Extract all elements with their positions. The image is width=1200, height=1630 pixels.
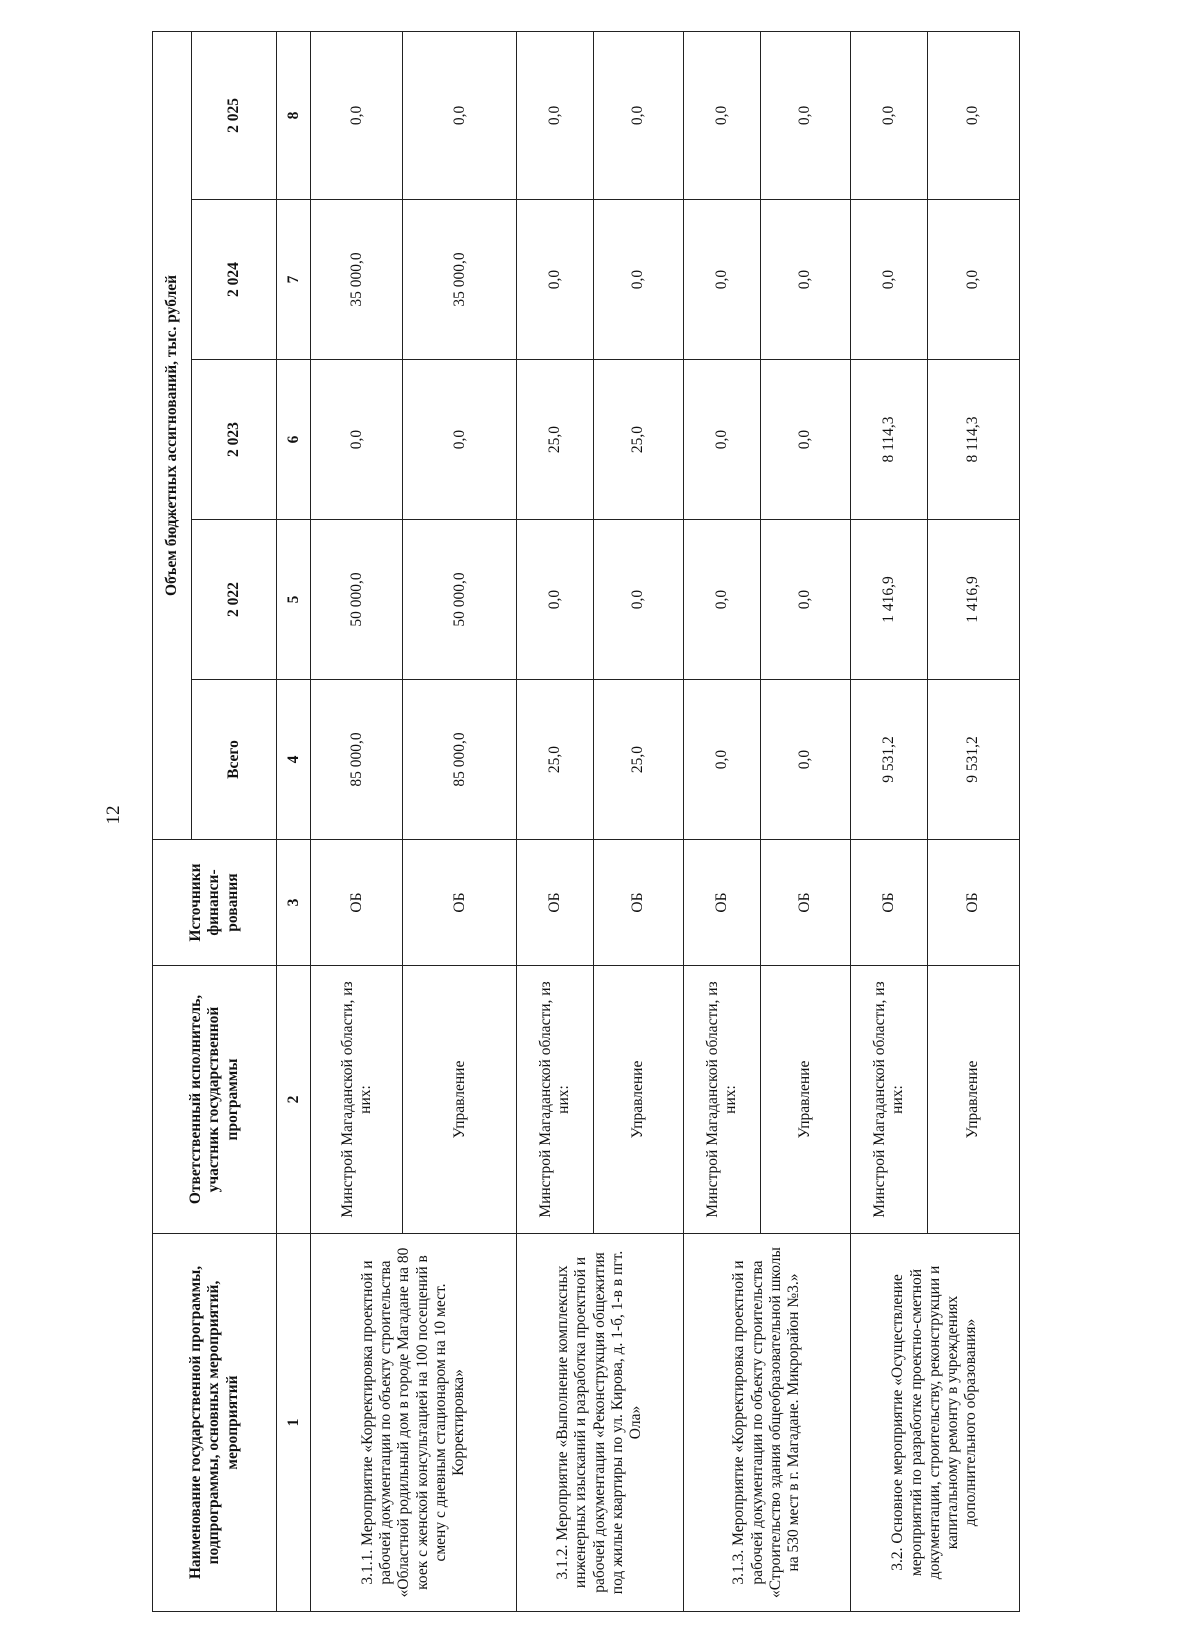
budget-value-cell: 0,0	[683, 31, 760, 199]
table-row	[850, 31, 927, 1611]
table-body	[311, 31, 1020, 1611]
column-index: 8	[277, 31, 311, 199]
budget-value-cell: 0,0	[311, 360, 403, 520]
budget-value-cell: 9 531,2	[927, 680, 1019, 840]
executor-cell: Управление	[760, 966, 850, 1234]
header-budget-volume: Объем бюджетных ассигнований, тыс. рублей	[153, 31, 192, 839]
measure-name: 3.1.1. Мероприятие «Корректировка проектной и рабочей документации по объекту строительства «Областной родильный дом в городе Магадане на 80 коек с женской консультацией на 100 посещений в смену с дневным стационаром на 10 мест. Корректировка»	[311, 1234, 517, 1612]
budget-value-cell: 0,0	[760, 31, 850, 199]
budget-value-cell: 0,0	[927, 200, 1019, 360]
budget-value-cell: 0,0	[760, 360, 850, 520]
budget-value-cell: 50 000,0	[311, 520, 403, 680]
budget-value-cell: 0,0	[516, 200, 593, 360]
header-year-2022: 2 022	[191, 520, 277, 680]
budget-value-cell: 85 000,0	[311, 680, 403, 840]
page-number: 12	[103, 805, 124, 825]
funding-source-cell: ОБ	[593, 840, 683, 966]
budget-value-cell: 0,0	[403, 31, 516, 199]
funding-source-cell: ОБ	[850, 840, 927, 966]
header-program-name: Наименование государственной программы, подпрограммы, основных мероприятий, мероприятий	[153, 1234, 277, 1612]
budget-value-cell: 50 000,0	[403, 520, 516, 680]
table-row	[311, 31, 403, 1611]
budget-value-cell: 25,0	[516, 680, 593, 840]
budget-value-cell: 85 000,0	[403, 680, 516, 840]
budget-value-cell: 0,0	[760, 200, 850, 360]
column-index: 7	[277, 200, 311, 360]
budget-value-cell: 35 000,0	[311, 200, 403, 360]
measure-name: 3.2. Основное мероприятие «Осуществление мероприятий по разработке проектно-сметной документации, строительству, реконструкции и капитальному ремонту в учреждениях дополнительного образования»	[850, 1234, 1019, 1612]
header-year-2024: 2 024	[191, 200, 277, 360]
executor-cell: Минстрой Магаданской области, из них:	[516, 966, 593, 1234]
funding-source-cell: ОБ	[927, 840, 1019, 966]
budget-value-cell: 0,0	[760, 680, 850, 840]
budget-value-cell: 0,0	[311, 31, 403, 199]
executor-cell: Управление	[593, 966, 683, 1234]
budget-value-cell: 35 000,0	[403, 200, 516, 360]
header-year-total: Всего	[191, 680, 277, 840]
column-index: 1	[277, 1234, 311, 1612]
budget-value-cell: 0,0	[683, 200, 760, 360]
budget-value-cell: 0,0	[593, 520, 683, 680]
budget-value-cell: 0,0	[683, 520, 760, 680]
budget-value-cell: 25,0	[593, 680, 683, 840]
header-funding-source: Источники финанси-рования	[153, 840, 277, 966]
budget-value-cell: 0,0	[850, 200, 927, 360]
budget-value-cell: 0,0	[927, 31, 1019, 199]
measure-name: 3.1.3. Мероприятие «Корректировка проектной и рабочей документации по объекту строительства «Строительство здания общеобразовательной школы на 530 мест в г. Магадане. Микрорайон №3.»	[683, 1234, 850, 1612]
budget-value-cell: 9 531,2	[850, 680, 927, 840]
budget-value-cell: 8 114,3	[927, 360, 1019, 520]
budget-value-cell: 0,0	[850, 31, 927, 199]
budget-value-cell: 0,0	[760, 520, 850, 680]
budget-value-cell: 1 416,9	[927, 520, 1019, 680]
budget-value-cell: 0,0	[403, 360, 516, 520]
budget-value-cell: 1 416,9	[850, 520, 927, 680]
funding-source-cell: ОБ	[683, 840, 760, 966]
funding-source-cell: ОБ	[311, 840, 403, 966]
funding-source-cell: ОБ	[403, 840, 516, 966]
executor-cell: Минстрой Магаданской области, из них:	[850, 966, 927, 1234]
table-row	[516, 31, 593, 1611]
executor-cell: Управление	[403, 966, 516, 1234]
funding-source-cell: ОБ	[760, 840, 850, 966]
budget-value-cell: 0,0	[683, 680, 760, 840]
column-index: 4	[277, 680, 311, 840]
budget-value-cell: 25,0	[593, 360, 683, 520]
column-index-row	[277, 31, 311, 1611]
column-index: 2	[277, 966, 311, 1234]
budget-value-cell: 0,0	[516, 520, 593, 680]
executor-cell: Управление	[927, 966, 1019, 1234]
header-year-2023: 2 023	[191, 360, 277, 520]
budget-value-cell: 8 114,3	[850, 360, 927, 520]
rotated-table-container	[152, 32, 1020, 1612]
header-executor: Ответственный исполнитель, участник государственной программы	[153, 966, 277, 1234]
column-index: 3	[277, 840, 311, 966]
measure-name: 3.1.2. Мероприятие «Выполнение комплексных инженерных изысканий и разработка проектной и рабочей документации «Реконструкция общежития под жилые квартиры по ул. Кирова, д. 1-б, 1-в в пгт. Ола»	[516, 1234, 683, 1612]
header-year-2025: 2 025	[191, 31, 277, 199]
budget-value-cell: 0,0	[593, 200, 683, 360]
budget-value-cell: 25,0	[516, 360, 593, 520]
budget-value-cell: 0,0	[593, 31, 683, 199]
budget-table	[152, 31, 1020, 1612]
executor-cell: Минстрой Магаданской области, из них:	[683, 966, 760, 1234]
executor-cell: Минстрой Магаданской области, из них:	[311, 966, 403, 1234]
table-row	[683, 31, 760, 1611]
funding-source-cell: ОБ	[516, 840, 593, 966]
budget-value-cell: 0,0	[516, 31, 593, 199]
column-index: 6	[277, 360, 311, 520]
budget-value-cell: 0,0	[683, 360, 760, 520]
column-index: 5	[277, 520, 311, 680]
